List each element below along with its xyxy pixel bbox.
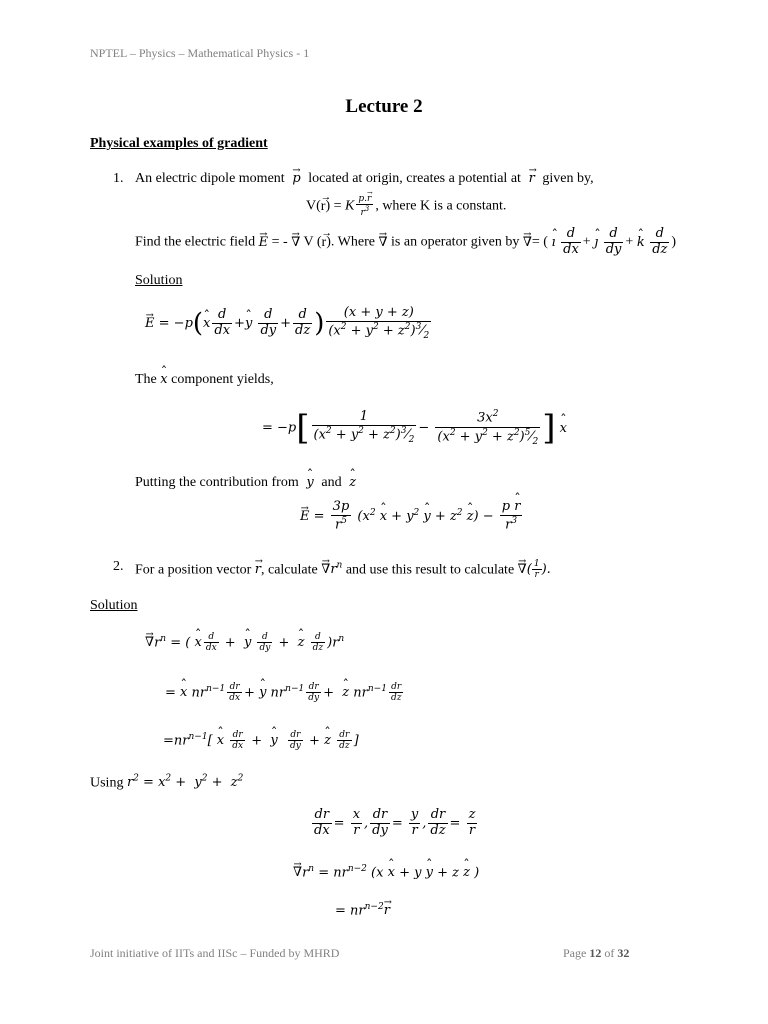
potential-fraction: $\frac{p.\to r}{r^3}$ <box>356 194 373 219</box>
derivative-relations: $\frac{dr}{dx}$ = $\frac{x}{r}$ , $\frac{dr}{dy}$ = $\frac{y}{r}$ , $\frac{dr}{dz}$ = $\frac{z}{r}$ <box>314 807 476 838</box>
gradient-rn-line-1: → $\nabla r^n$ = ( ˆ x $\frac{d}{dx}$ + ˆ y $\frac{d}{dy}$ + ˆ z $\frac{d}{dz}$ )$r^n$ <box>145 632 344 654</box>
dipole-vector-symbol: → p <box>288 171 305 186</box>
problem-1-text-a: An electric dipole moment <box>135 171 285 186</box>
footer-credit: Joint initiative of IITs and IISc – Funded by MHRD <box>90 946 340 960</box>
page-header: NPTEL – Physics – Mathematical Physics - 1 <box>90 46 310 60</box>
gradient-rn-result-1: → $\nabla r^n = nr^{n-2}$ (x ˆ x + y ˆ y + z ˆ z ) <box>293 864 479 880</box>
problem-1-text-c: given by, <box>542 171 594 186</box>
find-text-c: is an operator given by <box>391 234 520 250</box>
total-field-equation: → E = $\frac{3p}{r^5}$ ($x^2$ ˆ $x + y^2$ ˆ $y + z^2$ ˆ z) − $\frac{\text{p ˆ r}}{r^3}$ <box>300 500 524 533</box>
gradient-rn-line-3: $=nr^{n-1}$[ ˆ x $\frac{dr}{dx}$ + ˆ y $\frac{dr}{dy}$ + ˆ z $\frac{dr}{dz}$ ] <box>163 730 359 752</box>
electric-field-equation: → E = −p(ˆ x $\frac{d}{dx}$ +ˆ y $\frac{d}{dy}$ + $\frac{d}{dz}$ ) $\frac{(x + y + z)}{(x^2 + y^2 + z^2)^3⁄_2}$ <box>145 306 433 341</box>
section-heading: Physical examples of gradient <box>90 136 268 151</box>
solution-1-label: Solution <box>135 273 183 288</box>
using-relation: Using $r^2 = x^2 + y^2 + z^2$ <box>90 774 244 791</box>
problem-1-text-b: located at origin, creates a potential at <box>308 171 521 186</box>
problem-1-number: 1. <box>113 171 124 186</box>
find-electric-field-statement: Find the electric field → E = - → ∇ V (→ r). Where → ∇ is an operator given by → ∇= ( ˆ ı $\frac{d}{dx}$ + ˆ ȷ $\frac{d}{dy}$ + ˆ k $\frac{d}{dz}$ ) <box>135 227 676 258</box>
xhat-component-equation: = −p[ $\frac{1}{(x^2 + y^2 + z^2)^3⁄_2}$ − $\frac{3x^2}{(x^2 + y^2 + z^2)^5⁄_2}$ ] ˆ x <box>262 408 567 448</box>
contribution-text: Putting the contribution from ˆ y and ˆ z <box>135 475 356 491</box>
find-text-b: . Where <box>330 234 375 250</box>
solution-2-label: Solution <box>90 598 138 613</box>
problem-1-statement <box>135 171 594 187</box>
constant-note: , where K is a constant. <box>375 198 507 214</box>
problem-2-statement: For a position vector → r, calculate → $\nabla r^n$ and use this result to calculate → ∇( $\frac{1}{r}$ ). <box>135 559 551 581</box>
problem-2-number: 2. <box>113 559 124 574</box>
gradient-rn-result-2: = $nr^{n-2}\to r$ <box>335 902 390 918</box>
find-text-a: Find the electric field <box>135 234 256 250</box>
gradient-rn-line-2: = ˆ x $nr^{n-1}$ $\frac{dr}{dx}$ + ˆ y $nr^{n-1}$ $\frac{dr}{dy}$ + ˆ z $nr^{n-1}$ $\frac{dr}{dz}$ <box>165 682 405 704</box>
footer-page-number: Page 12 of 32 <box>563 946 630 960</box>
potential-equation: V(→ r) = K $\frac{p.\to r}{r^3}$ , where K is a constant. <box>306 194 506 219</box>
lecture-title: Lecture 2 <box>345 96 423 117</box>
position-vector-symbol: → r <box>524 171 539 186</box>
xhat-component-text: The ˆ x component yields, <box>135 372 274 388</box>
